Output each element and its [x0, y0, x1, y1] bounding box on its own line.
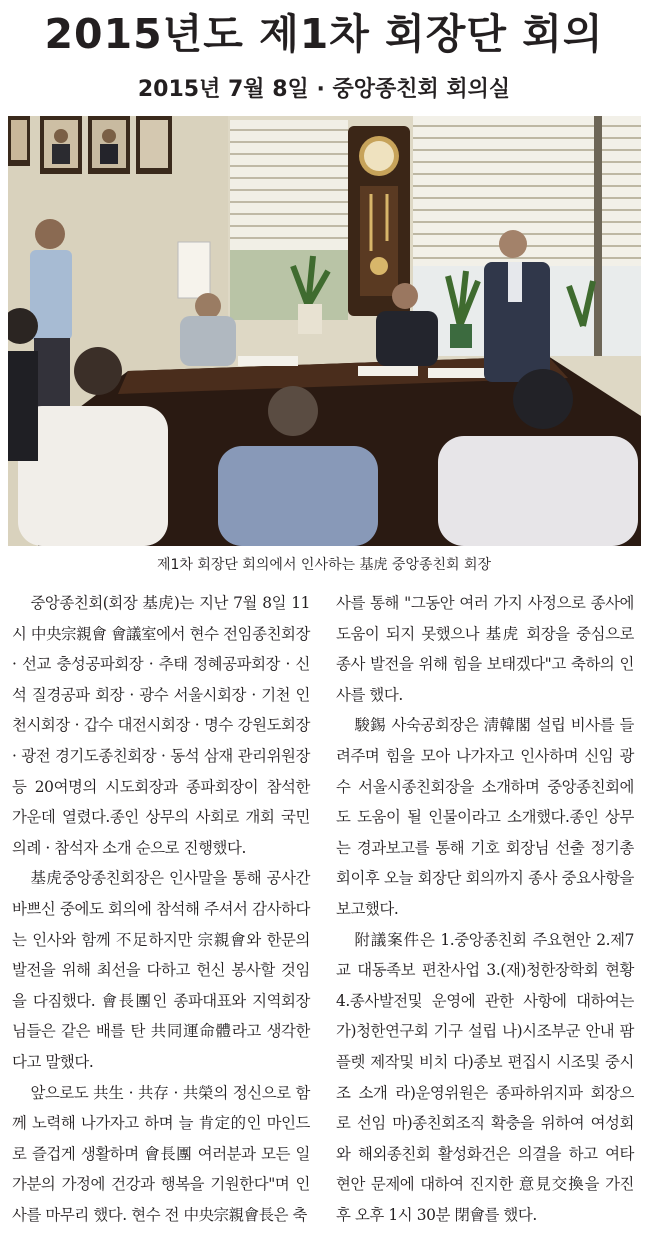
photo-caption: 제1차 회장단 회의에서 인사하는 基虎 중앙종친회 회장: [156, 557, 492, 573]
article-paragraph: 附議案件은 1.중앙종친회 주요현안 2.제7교 대동족보 편찬사업 3.(재)청한장학회 현황 4.종사발전및 운영에 관한 사항에 대하여는 가)청한연구회 기구 설립 나)시조부군 안내 팜플렛 제작및 비치 다)종보 편집시 시조및 중시조 소개 라)운영위원은 종파하위지파 회장으로 선임 마)종친회조직 확충을 위하여 여성회와 해외종친회 활성화건은 의결을 하고 여타 현안 문제에 대하여 진지한 意見交換을 가진 후 오후 1시 30분 閉會를 했다.: [336, 930, 634, 1224]
meeting-photo: [8, 116, 641, 546]
headline: 2015년도 제1차 회장단 회의: [44, 10, 604, 58]
subhead: 2015년 7월 8일 · 중앙종친회 회의실: [137, 77, 511, 102]
article-paragraph: 駿錫 사숙공회장은 淸韓閣 설립 비사를 들려주며 힘을 모아 나가자고 인사하며 신임 광수 서울시종친회장을 소개하며 중앙종친회에도 도움이 될 인물이라고 소개했다.종인 상무는 경과보고를 통해 기호 회장님 선출 정기총회이후 오늘 회장단 회의까지 종사 중요사항을 보고했다.: [336, 716, 634, 918]
article-paragraph: 앞으로도 共生 · 共存 · 共榮의 정신으로 함께 노력해 나가자고 하며 늘 肯定的인 마인드로 즐겁게 생활하며 會長團 여러분과 모든 일가분의 가정에 건강과 행복을 기원한다"며 인사를 마무리 했다. 현수 전 中央宗親會長은 축: [12, 1083, 310, 1224]
article-paragraph-continued: 사를 통해 "그동안 여러 가지 사정으로 종사에 도움이 되지 못했으나 基虎 회장을 중심으로 종사 발전을 위해 힘을 보태겠다"고 축하의 인사를 했다.: [336, 594, 634, 704]
article-paragraph: 基虎중앙종친회장은 인사말을 통해 공사간 바쁘신 중에도 회의에 참석해 주셔서 감사하다는 인사와 함께 不足하지만 宗親會와 한문의 발전을 위해 최선을 다하고 헌신 봉사할 것임을 다짐했다. 會長團인 종파대표와 지역회장님들은 같은 배를 탄 共同運命體라고 생각한다고 말했다.: [12, 869, 310, 1071]
article-column-right: [336, 588, 634, 1230]
window-blinds-left: [230, 120, 348, 320]
wall-calendar: [178, 242, 210, 298]
article-paragraph: 중앙종친회(회장 基虎)는 지난 7월 8일 11시 中央宗親會 會議室에서 현수 전임종친회장 · 선교 충성공파회장 · 추태 정혜공파회장 · 신석 질경공파 회장 · 광수 서울시회장 · 기천 인천시회장 · 갑수 대전시회장 · 명수 강원도회장 · 광전 경기도종친회장 · 동석 삼재 관리위원장등 20여명의 시도회장과 종파회장이 참석한 가운데 열렸다.종인 상무의 사회로 개회 국민의례 · 참석자 소개 순으로 진행했다.: [12, 594, 310, 857]
article-column-left: [12, 588, 310, 1230]
